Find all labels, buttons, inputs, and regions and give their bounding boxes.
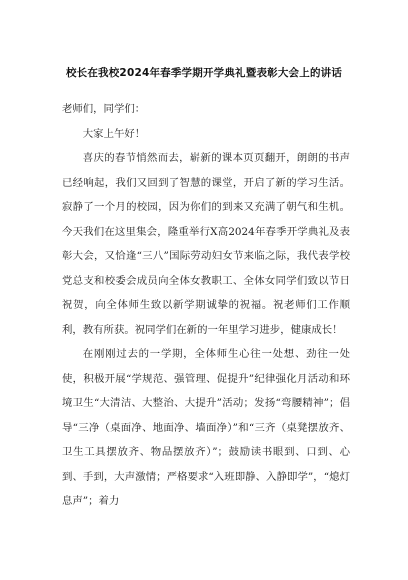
- document-body: [62, 97, 350, 514]
- greeting-paragraph: 大家上午好！: [82, 127, 146, 140]
- body-paragraph-2: 在刚刚过去的一学期，全体师生心往一处想、劲往一处使，积极开展“学规范、强管理、促提升”纪律强化月活动和环境卫生“大清洁、大整治、大提升”活动；发扬“弯腰精神”；倡导“三净（桌面净、地面净、墙面净）”和“三齐（桌凳摆放齐、卫生工具摆放齐、物品摆放齐）”；鼓励读书眼到、口到、心到、手到，大声激情；严格要求“入班即静、入静即学”，“熄灯息声”；着力: [62, 348, 350, 507]
- body-paragraph-1: 喜庆的春节悄然而去，崭新的课本页页翻开，朗朗的书声已经响起，我们又回到了智慧的课堂，开启了新的学习生活。寂静了一个月的校园，因为你们的到来又充满了朝气和生机。今天我们在这里集会，隆重举行X高2024年春季开学典礼及表彰大会，又恰逢“三八”国际劳动妇女节来临之际，我代表学校党总支和校委会成员向全体女教职工、全体女同学们致以节日祝贺，向全体师生致以新学期诚挚的祝福。祝老师们工作顺利，教有所获。祝同学们在新的一年里学习进步，健康成长！: [62, 152, 350, 336]
- salutation-paragraph: 老师们，同学们：: [62, 103, 146, 115]
- document-title: 校长在我校2024年春季学期开学典礼暨表彰大会上的讲话: [65, 67, 343, 79]
